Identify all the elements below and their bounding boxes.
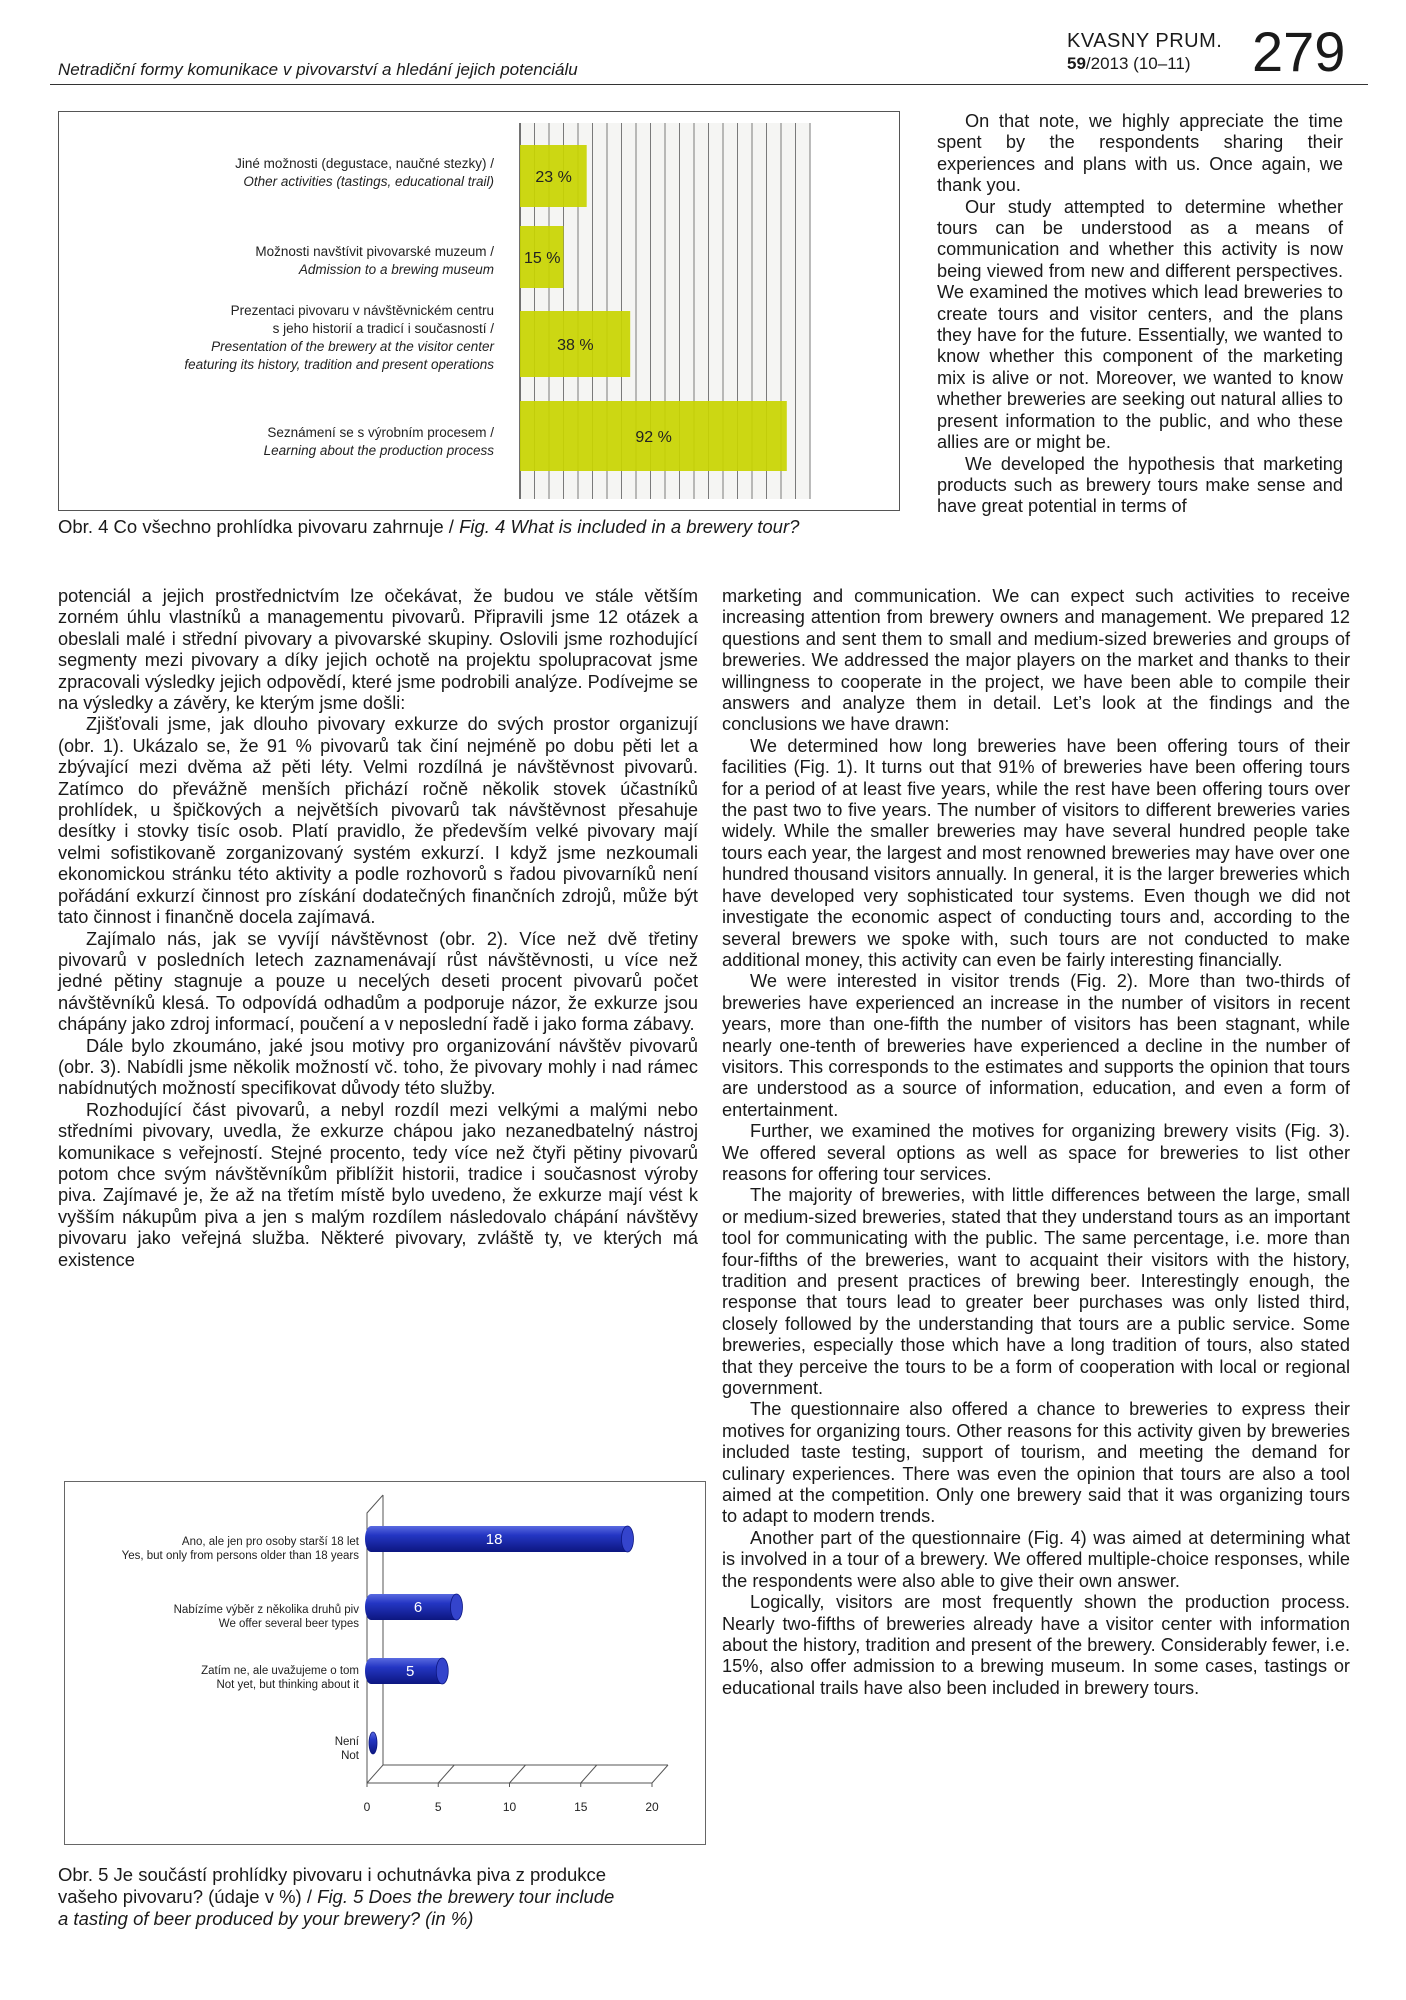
figure-5-chart xyxy=(64,1481,706,1845)
fig5-label-0-cz: Ano, ale jen pro osoby starší 18 let xyxy=(181,1536,359,1548)
paragraph: marketing and communication. We can expect such activities to receive increasing attention from brewery owners and management. We prepared 12 questions and sent them to small and medium-sized breweries and groups of breweries. We addressed the major players on the market and thanks to their willingness to cooperate in the project, we have been able to compile their answers and analyze them in detail. Let’s look at the findings and the conclusions we have drawn: xyxy=(722,586,1350,735)
fig5-bars xyxy=(365,1526,634,1754)
fig5-label-1-cz: Nabízíme výběr z několika druhů piv xyxy=(173,1604,359,1616)
fig5-label-2-en: Not yet, but thinking about it xyxy=(216,1679,359,1691)
page-number: 279 xyxy=(1252,20,1346,83)
fig4-label-2-cz1: Prezentaci pivovaru v návštěvnickém centru xyxy=(230,303,494,318)
fig5-tick-5: 5 xyxy=(434,1800,442,1814)
fig5-label-0-en: Yes, but only from persons older than 18 years xyxy=(121,1550,359,1562)
fig4-value-label-15: 15 % xyxy=(524,250,561,267)
figure-4-caption-en: Fig. 4 What is included in a brewery tour? xyxy=(459,516,800,537)
fig5-tickline xyxy=(652,1765,668,1783)
figure-5-caption-line2-cz: vašeho pivovaru? (údaje v %) / xyxy=(58,1886,318,1907)
paragraph: On that note, we highly appreciate the time spent by the respondents sharing their experiences and plans with us. Once again, we thank you. xyxy=(937,111,1343,196)
paragraph: The questionnaire also offered a chance to breweries to express their motives for organizing tours. Other reasons for this activity given by breweries included taste testing, support of tourism, and meeting the demand for culinary experiences. There was even the opinion that tours are also a tool aimed at the competition. Only one brewery said that it was organizing tours to adapt to modern trends. xyxy=(722,1399,1350,1527)
volume-year: /2013 (10–11) xyxy=(1085,54,1191,73)
fig5-tick-20: 20 xyxy=(645,1800,659,1814)
fig4-value-label-92: 92 % xyxy=(635,429,672,446)
fig5-label-3-cz: Není xyxy=(334,1736,359,1748)
figure-5-caption-line1: Obr. 5 Je součástí prohlídky pivovaru i ochutnávka piva z produkce xyxy=(58,1864,607,1885)
fig4-value-label-23: 23 % xyxy=(535,169,572,186)
fig4-label-0-cz: Jiné možnosti (degustace, naučné stezky) / xyxy=(235,156,494,171)
right-column xyxy=(722,586,1350,1699)
fig4-label-3-cz: Seznámení se s výrobním procesem / xyxy=(267,425,494,440)
fig5-label-2-cz: Zatím ne, ale uvažujeme o tom xyxy=(201,1665,359,1677)
journal-name: KVASNY PRUM. xyxy=(1067,30,1223,52)
fig5-value-label-6: 6 xyxy=(413,1599,423,1616)
fig5-tickline xyxy=(438,1765,454,1783)
fig5-tick-0: 0 xyxy=(363,1800,371,1814)
figure-4-caption-cz: Obr. 4 Co všechno prohlídka pivovaru zahrnuje / xyxy=(58,516,460,537)
paragraph: The majority of breweries, with little differences between the large, small or medium-sized breweries, stated that they understand tours as an important tool for communicating with the public. The same percentage, i.e. more than four-fifths of the breweries, want to acquaint their visitors with the history, tradition and present practices of brewing beer. Interestingly enough, the response that tours lead to greater beer purchases was only listed third, closely followed by the understanding that tours are a public service. Some breweries, especially those which have a long tradition of tours, also stated that they perceive the tours to be a form of cooperation with local or regional government. xyxy=(722,1185,1350,1399)
fig5-bar-cap-5 xyxy=(436,1658,448,1684)
paragraph: Logically, visitors are most frequently shown the production process. Nearly two-fifths of breweries already have a visitor center with information about the history, tradition and present of the brewery. Considerably fewer, i.e. 15%, also offer admission to a brewing museum. In some cases, tastings or educational trails have also been included in brewery tours. xyxy=(722,1592,1350,1698)
fig5-bar-0 xyxy=(369,1732,377,1754)
fig5-tickline xyxy=(510,1765,526,1783)
paragraph: We were interested in visitor trends (Fig. 2). More than two-thirds of breweries have experienced an increase in the number of visitors in recent years, more than one-fifth the number of visitors has been stagnant, while nearly one-tenth of breweries have experienced a decline in the number of visitors. This corresponds to the estimates and supports the opinion that tours are understood as a source of information, education, and even a form of entertainment. xyxy=(722,971,1350,1120)
right-column-top xyxy=(937,111,1343,518)
paragraph: Our study attempted to determine whether tours can be understood as a means of communication and whether this activity is now being viewed from new and different perspectives. We examined the motives which lead breweries to create tours and visitor centers, and the plans they have for the future. Essentially, we wanted to know whether this component of the marketing mix is alive or not. Moreover, we wanted to know whether breweries are seeking out natural allies to present information to the public, and who these allies are or might be. xyxy=(937,196,1343,453)
fig4-label-1-en: Admission to a brewing museum xyxy=(298,262,494,277)
fig4-label-0-en: Other activities (tastings, educational trail) xyxy=(243,174,494,189)
figure-4-caption xyxy=(58,516,799,538)
fig4-value-label-38: 38 % xyxy=(557,337,594,354)
paragraph: Zajímalo nás, jak se vyvíjí návštěvnost (obr. 2). Více než dvě třetiny pivovarů v posledních letech zaznamenávají růst návštěvnosti, u více než jedné pětiny stagnuje a pouze u necelých deseti procent pivovarů počet návštěvníků klesá. To odpovídá odhadům a podporuje názor, že exkurze jsou chápány jako zdroj informací, poučení a v neposlední řadě i jako forma zábavy. xyxy=(58,928,698,1035)
figure-5-caption-line3: a tasting of beer produced by your brewery? (in %) xyxy=(58,1908,474,1929)
header-rule xyxy=(50,84,1368,85)
figure-5-caption-line2-en: Fig. 5 Does the brewery tour include xyxy=(317,1886,615,1907)
fig5-bar-cap-18 xyxy=(622,1526,634,1552)
paragraph: potenciál a jejich prostřednictvím lze očekávat, že budou ve stále větším zorném úhlu vlastníků a managementu pivovarů. Připravili jsme 12 otázek a obeslali malé i střední pivovary a pivovarské skupiny. Oslovili jsme rozhodující segmenty mezi pivovary a díky jejich ochotě na projektu spolupracovat jsme zpracovali výsledky jejich odpovědí, které jsme podrobili analýze. Podívejme se na výsledky a závěry, ke kterým jsme došli: xyxy=(58,586,698,714)
fig5-tickline xyxy=(367,1765,383,1783)
running-title: Netradiční formy komunikace v pivovarství a hledání jejich potenciálu xyxy=(58,60,578,79)
fig5-value-label-5: 5 xyxy=(406,1663,415,1680)
fig5-tick-10: 10 xyxy=(502,1800,517,1814)
paragraph: Another part of the questionnaire (Fig. 4) was aimed at determining what is involved in a tour of a brewery. We offered multiple-choice responses, while the respondents were also able to give their own answer. xyxy=(722,1527,1350,1591)
fig4-label-1-cz: Možnosti navštívit pivovarské muzeum / xyxy=(255,244,494,259)
paragraph: We developed the hypothesis that marketing products such as brewery tours make sense and have great potential in terms of xyxy=(937,453,1343,517)
fig5-label-1-en: We offer several beer types xyxy=(218,1618,359,1630)
left-column xyxy=(58,586,698,1271)
fig5-label-3-en: Not xyxy=(341,1750,359,1762)
volume-info xyxy=(1067,54,1191,74)
paragraph: Further, we examined the motives for organizing brewery visits (Fig. 3). We offered several options as well as space for breweries to list other reasons for offering tour services. xyxy=(722,1121,1350,1184)
paragraph: Zjišťovali jsme, jak dlouho pivovary exkurze do svých prostor organizují (obr. 1). Ukázalo se, že 91 % pivovarů tak činí nejméně po dobu pěti let a zbývající mezi dvěma až pěti léty. Velmi rozdílná je návštěvnost pivovarů. Zatímco do převážně menších přichází ročně několik stovek účastníků prohlídek, u špičkových a největších pivovarů tak návštěvnost přesahuje desítky i stovky tisíc osob. Platí pravidlo, že především velké pivovary mají velmi sofistikovaně zorganizovaný systém exkurzí. I když jsme nezkoumali ekonomickou stránku této aktivity a podle rozhovorů s řadou pivovarníků není pořádání exkurzí činnost pro získání dodatečných finančních zdrojů, může být tato činnost i finančně docela zajímavá. xyxy=(58,714,698,928)
volume-number: 59 xyxy=(1067,54,1086,73)
fig4-label-2-cz2: s jeho historií a tradicí i současností / xyxy=(272,321,494,336)
fig5-tick-15: 15 xyxy=(574,1800,588,1814)
figure-4-chart xyxy=(58,111,900,511)
figure-5-caption-line2 xyxy=(58,1886,708,1908)
paragraph: Rozhodující část pivovarů, a nebyl rozdíl mezi velkými a malými nebo středními pivovary, uvedla, že exkurze chápou jako nezanedbatelný nástroj komunikace s veřejností. Stejné procento, tedy více než čtyři pětiny pivovarů potom chce svým návštěvníkům přiblížit historii, tradice i současnost výroby piva. Zajímavé je, že až na třetím místě bylo uvedeno, že exkurze mají vést k vyšším nákupům piva a jen s malým rozdílem následovalo chápání návštěvy pivovaru jako veřejná služba. Některé pivovary, zvláště ty, ve kterých má existence xyxy=(58,1099,698,1270)
fig5-bar-cap-6 xyxy=(451,1594,463,1620)
paragraph: Dále bylo zkoumáno, jaké jsou motivy pro organizování návštěv pivovarů (obr. 3). Nabídli jsme několik možností vč. toho, že pivovary mohly i nad rámec nabídnutých možností specifikovat důvody této služby. xyxy=(58,1035,698,1099)
figure-5-caption xyxy=(58,1864,708,1930)
paragraph: We determined how long breweries have been offering tours of their facilities (Fig. 1). It turns out that 91% of breweries have been offering tours for a period of at least five years, while the rest have been offering tours over the past two to five years. The number of visitors to different breweries varies widely. While the smaller breweries may have several hundred people take tours each year, the largest and most renowned breweries may have over one hundred thousand visitors annually. In general, it is the larger breweries which have developed very sophisticated tour systems. Even though we did not investigate the economic aspect of conducting tours and, according to the several brewers we spoke with, such tours are not conducted to make additional money, this activity can even be fairly interesting financially. xyxy=(722,735,1350,970)
fig4-label-2-en1: Presentation of the brewery at the visitor center xyxy=(211,339,494,354)
fig5-tickline xyxy=(581,1765,597,1783)
fig4-label-2-en2: featuring its history, tradition and present operations xyxy=(184,357,494,372)
fig4-label-3-en: Learning about the production process xyxy=(263,443,494,458)
fig5-value-label-18: 18 xyxy=(485,1531,503,1548)
